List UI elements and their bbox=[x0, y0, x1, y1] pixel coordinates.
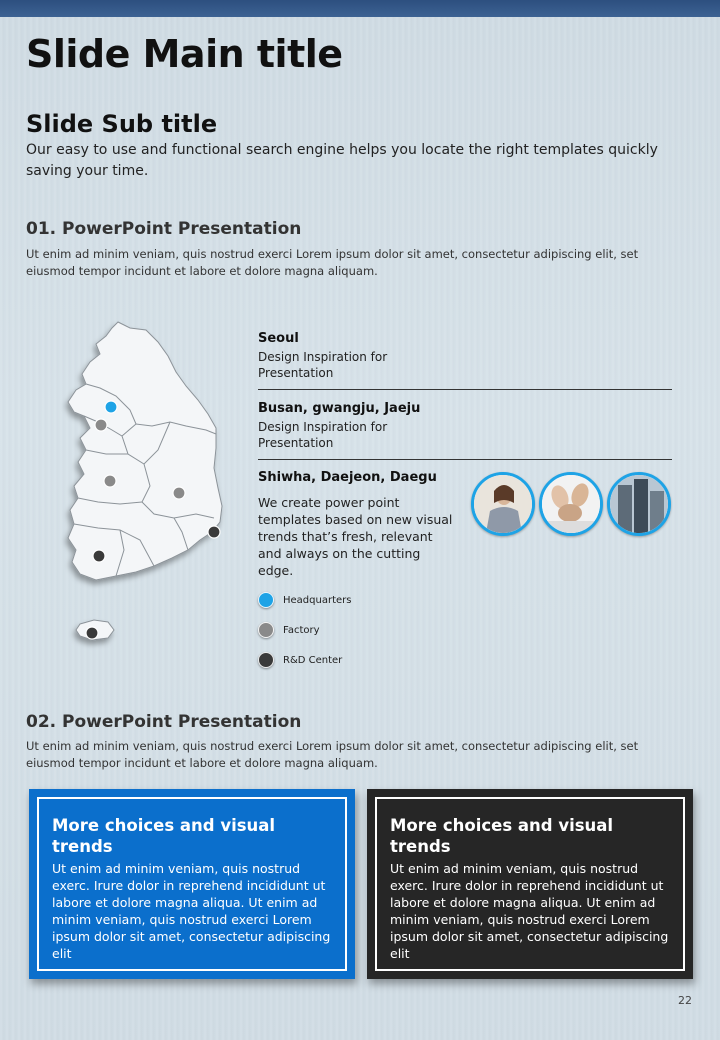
subtitle-description: Our easy to use and functional search engine helps you locate the right templates quickly saving your time. bbox=[26, 142, 658, 179]
team-hands-photo bbox=[539, 472, 603, 536]
location-name: Shiwha, Daejeon, Daegu bbox=[258, 470, 437, 485]
location-description: We create power point templates based on new visual trends that’s fresh, relevant and always on the cutting edge. bbox=[258, 495, 453, 578]
location-description: Design Inspiration for Presentation bbox=[258, 350, 388, 380]
divider bbox=[258, 389, 672, 390]
location-name: Busan, gwangju, Jaeju bbox=[258, 401, 421, 416]
legend-label: R&D Center bbox=[283, 654, 343, 666]
section1-text: Ut enim ad minim veniam, quis nostrud exerci Lorem ipsum dolor sit amet, consectetur adipiscing elit, set eiusmod tempor incidunt et labore et dolore magna aliquam. bbox=[26, 247, 639, 278]
card-title: More choices and visual trends bbox=[390, 816, 614, 856]
legend-factory bbox=[258, 622, 320, 638]
page-number: 22 bbox=[678, 994, 692, 1007]
section2-text: Ut enim ad minim veniam, quis nostrud exerci Lorem ipsum dolor sit amet, consectetur adipiscing elit, set eiusmod tempor incidunt et labore et dolore magna aliquam. bbox=[26, 739, 639, 770]
location-busan bbox=[258, 401, 672, 451]
location-seoul bbox=[258, 331, 672, 381]
card-body: Ut enim ad minim veniam, quis nostrud exerc. Irure dolor in reprehend incididunt ut labore et dolore magna aliqua. Ut enim ad minim veniam, quis nostrud exerci Lorem ipsum dolor sit amet, consectetur adipiscing elit bbox=[52, 861, 331, 961]
factory-dot-icon bbox=[258, 622, 274, 638]
card-blue bbox=[29, 789, 355, 979]
card-body: Ut enim ad minim veniam, quis nostrud exerc. Irure dolor in reprehend incididunt ut labore et dolore magna aliqua. Ut enim ad minim veniam, quis nostrud exerci Lorem ipsum dolor sit amet, consectetur adipiscing elit bbox=[390, 861, 669, 961]
location-name: Seoul bbox=[258, 331, 299, 346]
legend-label: Factory bbox=[283, 624, 320, 636]
section2-heading: 02. PowerPoint Presentation bbox=[26, 712, 302, 732]
rnd-center-dot-icon bbox=[258, 652, 274, 668]
card-dark-inner bbox=[375, 797, 685, 971]
korea-map bbox=[50, 318, 240, 678]
top-bar bbox=[0, 0, 720, 17]
page-title: Slide Main title bbox=[26, 32, 343, 76]
location-description: Design Inspiration for Presentation bbox=[258, 420, 388, 450]
card-blue-inner bbox=[37, 797, 347, 971]
legend-headquarters bbox=[258, 592, 351, 608]
location-shiwha bbox=[258, 470, 672, 485]
divider bbox=[258, 459, 672, 460]
card-dark bbox=[367, 789, 693, 979]
section1-heading: 01. PowerPoint Presentation bbox=[26, 219, 302, 239]
card-title: More choices and visual trends bbox=[52, 816, 276, 856]
legend-label: Headquarters bbox=[283, 594, 352, 606]
page-subtitle: Slide Sub title bbox=[26, 110, 218, 138]
woman-on-phone-photo bbox=[471, 472, 535, 536]
legend-rnd-center bbox=[258, 652, 342, 668]
city-buildings-photo bbox=[607, 472, 671, 536]
headquarters-dot-icon bbox=[258, 592, 274, 608]
